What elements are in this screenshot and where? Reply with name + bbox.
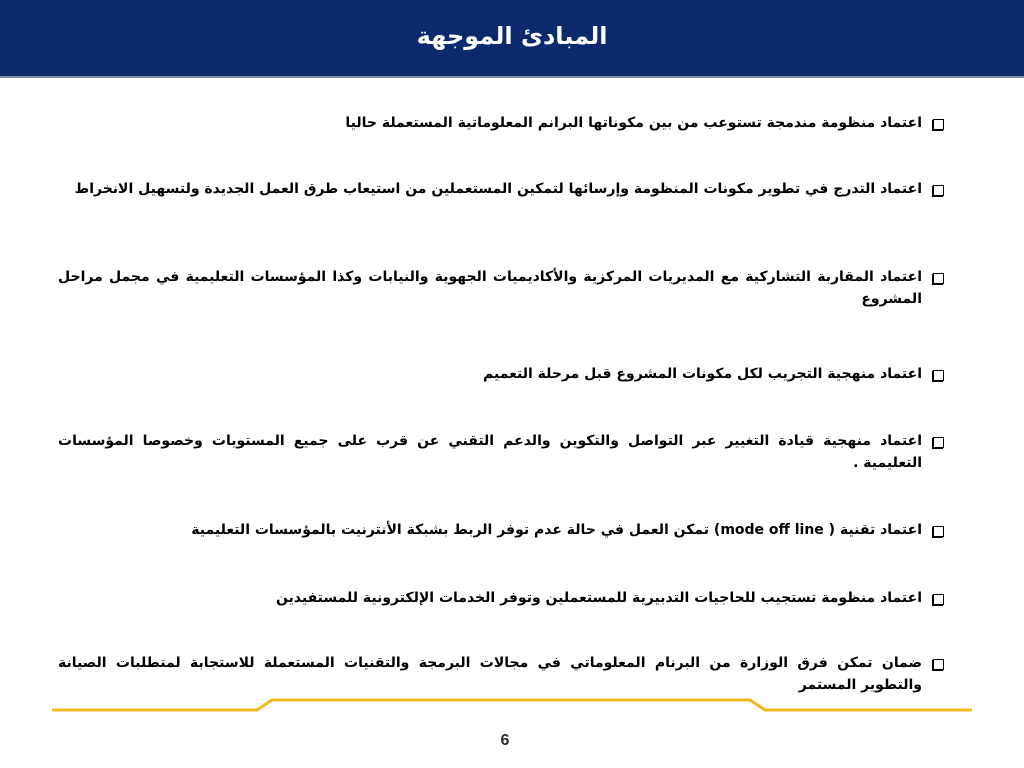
square-bullet-icon xyxy=(933,437,944,448)
bullet-item-8 xyxy=(58,652,944,696)
square-bullet-icon xyxy=(933,273,944,284)
square-bullet-icon xyxy=(933,185,944,196)
title-bar xyxy=(0,0,1024,78)
bullet-text: اعتماد منظومة مندمجة تستوعب من بين مكوناتها البرانم المعلوماتية المستعملة حاليا xyxy=(345,115,922,131)
bullet-item-1 xyxy=(58,112,944,134)
page-number: 6 xyxy=(500,732,510,749)
square-bullet-icon xyxy=(933,526,944,537)
bullet-text: اعتماد منهجية التجريب لكل مكونات المشروع قبل مرحلة التعميم xyxy=(483,366,922,382)
bullet-item-7 xyxy=(58,587,944,609)
bullet-text: اعتماد منهجية قيادة التغيير عبر التواصل والتكوين والدعم التقني عن قرب على جميع المستويات وخصوصا المؤسسات التعليمية . xyxy=(58,433,922,471)
square-bullet-icon xyxy=(933,370,944,381)
footer-divider-line xyxy=(52,700,972,710)
bullet-text: اعتماد المقاربة التشاركية مع المديريات المركزية والأكاديميات الجهوية والنيابات وكذا المؤسسات التعليمية في مجمل مراحل المشروع xyxy=(58,269,922,307)
bullet-text: ضمان تمكن فرق الوزارة من البرنام المعلوماتي في مجالات البرمجة والتقنيات المستعملة للاستجابة لمتطلبات الصيانة والتطوير المستمر xyxy=(58,655,922,693)
square-bullet-icon xyxy=(933,594,944,605)
bullet-item-3 xyxy=(58,266,944,310)
bullet-item-2 xyxy=(58,178,944,200)
square-bullet-icon xyxy=(933,119,944,130)
slide-title: المبادئ الموجهة xyxy=(416,22,608,50)
footer-divider xyxy=(52,696,972,716)
bullet-item-4 xyxy=(58,363,944,385)
bullet-item-6 xyxy=(58,519,944,541)
square-bullet-icon xyxy=(933,659,944,670)
bullet-text: اعتماد تقنية ( mode off line) تمكن العمل في حالة عدم توفر الربط بشبكة الأنترنيت بالمؤسسات التعليمية xyxy=(191,522,922,538)
bullet-text: اعتماد منظومة تستجيب للحاجيات التدبيرية للمستعملين وتوفر الخدمات الإلكترونية للمستفيدين xyxy=(275,590,922,606)
bullet-item-5 xyxy=(58,430,944,474)
bullet-text: اعتماد التدرج في تطوير مكونات المنظومة وإرسائها لتمكين المستعملين من استيعاب طرق العمل الجديدة ولتسهيل الانخراط xyxy=(74,181,922,197)
